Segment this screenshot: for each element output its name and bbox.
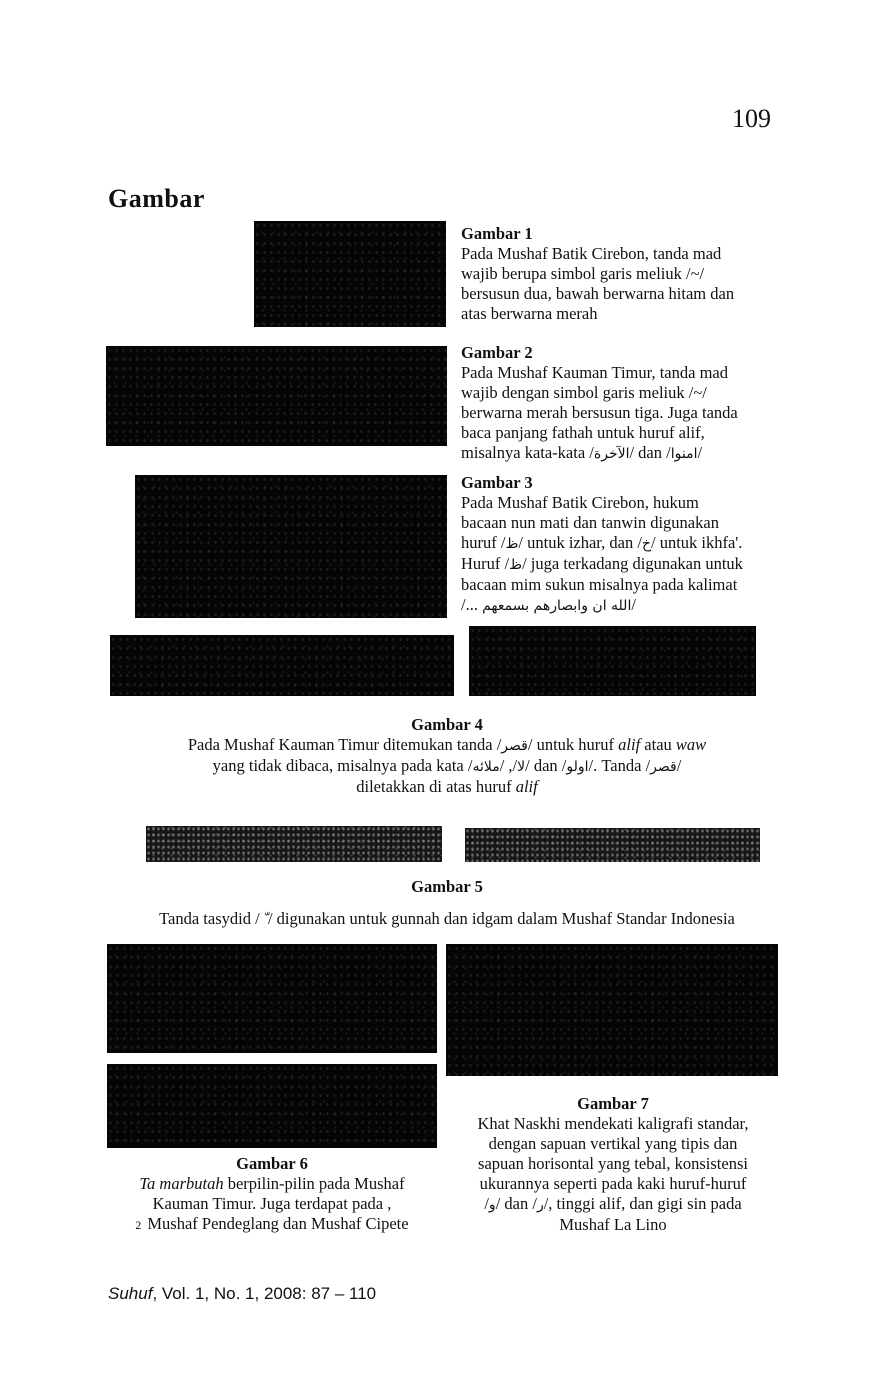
figure-4-title: Gambar 4 bbox=[411, 715, 483, 734]
section-heading: Gambar bbox=[108, 184, 205, 213]
arabic-phrase: الله ان وابصارهم بسمعهم bbox=[482, 598, 632, 614]
figure-3-caption bbox=[461, 473, 791, 616]
figure-4-image-left bbox=[110, 635, 454, 696]
caption-line: atas berwarna merah bbox=[461, 304, 598, 323]
figure-4-image-right bbox=[469, 626, 756, 696]
figure-3-image bbox=[135, 475, 447, 618]
caption-line: Pada Mushaf Kauman Timur, tanda mad bbox=[461, 363, 728, 382]
arabic-word: لا bbox=[517, 759, 526, 775]
caption-line: berwarna merah bersusun tiga. Juga tanda bbox=[461, 403, 738, 422]
caption-line: bacaan mim sukun misalnya pada kalimat bbox=[461, 575, 738, 594]
arabic-letter: ظ bbox=[505, 536, 519, 552]
caption-line: 2 Mushaf Pendeglang dan Mushaf Cipete bbox=[135, 1214, 409, 1233]
caption-line: huruf /ظ/ untuk izhar, dan /خ/ untuk ikhfa'. bbox=[461, 533, 743, 552]
figure-6-title: Gambar 6 bbox=[236, 1154, 308, 1173]
caption-line: /و/ dan /ر/, tinggi alif, dan gigi sin pada bbox=[484, 1194, 742, 1213]
caption-line: ukurannya seperti pada kaki huruf-huruf bbox=[479, 1174, 747, 1193]
figure-7-caption bbox=[446, 1094, 780, 1235]
arabic-letter: خ bbox=[641, 536, 651, 552]
caption-line: Kauman Timur. Juga terdapat pada , bbox=[152, 1194, 392, 1213]
figure-2-title: Gambar 2 bbox=[461, 343, 533, 362]
figure-5-image-right bbox=[465, 828, 760, 862]
caption-line: baca panjang fathah untuk huruf alif, bbox=[461, 423, 705, 442]
arabic-word: قصر bbox=[501, 738, 528, 754]
caption-line: Pada Mushaf Batik Cirebon, tanda mad bbox=[461, 244, 722, 263]
figure-6-caption bbox=[100, 1154, 444, 1235]
caption-line: dengan sapuan vertikal yang tipis dan bbox=[488, 1134, 738, 1153]
caption-line: Mushaf La Lino bbox=[559, 1215, 667, 1234]
journal-name: Suhuf bbox=[108, 1284, 153, 1303]
figure-7-title: Gambar 7 bbox=[577, 1094, 649, 1113]
figure-5-image-left bbox=[146, 826, 442, 862]
figure-6-image-bottom bbox=[107, 1064, 437, 1148]
arabic-letter: و bbox=[488, 1197, 496, 1213]
caption-line: Ta marbutah berpilin-pilin pada Mushaf bbox=[139, 1174, 405, 1193]
figure-5-title: Gambar 5 bbox=[411, 877, 483, 896]
caption-line: diletakkan di atas huruf alif bbox=[356, 777, 538, 796]
figure-7-image bbox=[446, 944, 778, 1076]
arabic-word: اولو bbox=[566, 759, 589, 775]
caption-line: Khat Naskhi mendekati kaligrafi standar, bbox=[477, 1114, 749, 1133]
caption-line: /... الله ان وابصارهم بسمعهم/ bbox=[461, 595, 636, 614]
figure-6-image-top bbox=[107, 944, 437, 1053]
figure-5-caption bbox=[100, 877, 794, 930]
caption-line: wajib dengan simbol garis meliuk /~/ bbox=[461, 383, 707, 402]
figure-4-caption bbox=[120, 715, 774, 797]
margin-mark: 2 bbox=[135, 1218, 142, 1232]
caption-line: misalnya kata-kata /الآخرة/ dan /امنوا/ bbox=[461, 443, 703, 462]
caption-line: yang tidak dibaca, misalnya pada kata / لا/, /ملائه / dan /اولو/. Tanda /قصر/ bbox=[212, 756, 682, 775]
caption-line: wajib berupa simbol garis meliuk /~/ bbox=[461, 264, 705, 283]
caption-line: sapuan horisontal yang tebal, konsistensi bbox=[478, 1154, 748, 1173]
arabic-word: قصر bbox=[650, 759, 677, 775]
arabic-word: ملائه bbox=[472, 759, 500, 775]
page-number: 109 bbox=[732, 104, 771, 133]
arabic-letter: ر bbox=[536, 1197, 544, 1213]
arabic-letter: ظ bbox=[509, 557, 523, 573]
figure-1-caption bbox=[461, 224, 781, 324]
citation: , Vol. 1, No. 1, 2008: 87 – 110 bbox=[152, 1284, 377, 1303]
caption-line: Tanda tasydid / / digunakan untuk gunnah dan idgam dalam Mushaf Standar Indonesia bbox=[159, 909, 735, 928]
caption-line: Pada Mushaf Kauman Timur ditemukan tanda /قصر/ untuk huruf alif atau waw bbox=[187, 735, 707, 754]
figure-2-caption bbox=[461, 343, 781, 464]
figure-2-image bbox=[106, 346, 447, 446]
caption-line: Pada Mushaf Batik Cirebon, hukum bbox=[461, 493, 699, 512]
caption-line: bacaan nun mati dan tanwin digunakan bbox=[461, 513, 719, 532]
arabic-word: الآخرة bbox=[593, 446, 630, 462]
caption-line: bersusun dua, bawah berwarna hitam dan bbox=[461, 284, 735, 303]
arabic-word: امنوا bbox=[670, 446, 698, 462]
figure-3-title: Gambar 3 bbox=[461, 473, 533, 492]
figure-1-title: Gambar 1 bbox=[461, 224, 533, 243]
caption-line: Huruf /ظ/ juga terkadang digunakan untuk bbox=[461, 554, 743, 573]
figure-1-image bbox=[254, 221, 446, 327]
running-footer bbox=[108, 1284, 376, 1304]
